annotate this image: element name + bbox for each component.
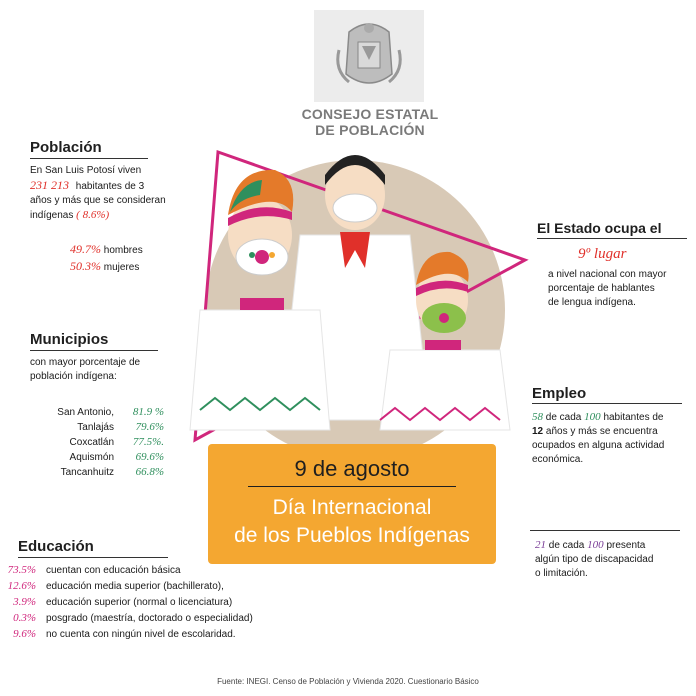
educacion-label: cuentan con educación básica [46,565,181,576]
org-name [300,106,440,138]
educacion-label: educación superior (normal o licenciatura) [46,597,233,608]
list-item [22,448,164,463]
municipio-value: 77.5%. [132,436,164,448]
event-banner [208,444,496,564]
list-item [6,562,253,578]
estado-text [548,268,666,310]
org-name-line1: CONSEJO ESTATAL [301,106,439,122]
municipio-name: San Antonio, [57,407,114,418]
empleo-t1: de cada [545,412,582,423]
discapacidad-n1: 21 [535,539,546,551]
discapacidad-n2: 100 [587,539,604,551]
municipio-name: Tanlajás [77,422,114,433]
banner-line2: de los Pueblos Indígenas [234,524,470,547]
mother-blouse [190,310,330,430]
banner-line1: Día Internacional [272,496,432,519]
municipios-desc1: con mayor porcentaje de [30,357,141,368]
educacion-value: 3.9% [13,596,36,608]
empleo-title: Empleo [532,385,587,402]
poblacion-line2: habitantes de 3 [75,181,145,192]
educacion-label: educación media superior (bachillerato), [46,581,224,592]
empleo-line3: económica. [532,454,584,465]
empleo-t3: años y más se encuentra [545,426,658,437]
municipios-title: Municipios [30,331,109,348]
empleo-underline [532,403,682,404]
mujeres-label: mujeres [103,262,140,273]
educacion-value: 0.3% [13,612,36,624]
mujeres-pct: 50.3% [70,259,101,273]
poblacion-number: 231 213 [30,178,69,192]
list-item [6,578,253,594]
discapacidad-underline [530,530,680,531]
estado-line3: de lengua indígena. [548,297,636,308]
poblacion-line1: En San Luis Potosí viven [30,165,142,176]
municipio-value: 81.9 % [132,406,164,418]
empleo-line2: ocupados en alguna actividad [532,440,665,451]
educacion-underline [18,557,168,558]
list-item [6,594,253,610]
municipios-desc2: población indígena: [30,371,117,382]
empleo-n3: 12 [532,426,544,437]
estado-line2: porcentaje de hablantes [548,283,655,294]
poblacion-pct: ( 8.6%) [76,209,110,221]
discapacidad-line2: algún tipo de discapacidad [535,554,654,565]
discapacidad-line3: o limitación. [535,568,588,579]
coat-of-arms-logo [314,10,424,102]
educacion-value: 9.6% [13,628,36,640]
list-item [6,626,253,642]
educacion-value: 12.6% [7,580,36,592]
hombres-label: hombres [103,245,143,256]
empleo-n1: 58 [532,411,543,423]
municipio-name: Coxcatlán [69,437,114,448]
municipio-value: 66.8% [135,466,164,478]
org-name-line2: DE POBLACIÓN [315,122,425,138]
list-item [22,463,164,478]
poblacion-underline [30,158,148,159]
empleo-n2: 100 [584,411,601,423]
municipio-name: Aquismón [69,452,114,463]
poblacion-line3: años y más que se consideran [30,195,166,206]
estado-rank: 9º lugar [578,246,627,262]
discapacidad-text [535,538,653,581]
municipio-value: 79.6% [135,421,164,433]
municipios-underline [30,350,158,351]
municipios-list [22,403,164,478]
banner-date: 9 de agosto [294,456,410,481]
municipios-desc [30,356,140,384]
educacion-label: no cuenta con ningún nivel de escolaridad. [46,629,236,640]
source-footer: Fuente: INEGI. Censo de Población y Vivienda 2020. Cuestionario Básico [217,677,479,686]
child-blouse [380,350,510,430]
father-mask [333,194,377,222]
educacion-list [6,562,253,642]
list-item [22,433,164,448]
list-item [22,403,164,418]
discapacidad-t2: presenta [606,540,646,551]
educacion-label: posgrado (maestría, doctorado o especialidad) [46,613,253,624]
empleo-t2: habitantes de [603,412,664,423]
gender-breakdown [70,242,143,275]
poblacion-title: Población [30,139,102,156]
empleo-text [532,410,696,467]
educacion-title: Educación [18,538,94,555]
poblacion-line4: indígenas [30,210,74,221]
estado-line1: a nivel nacional con mayor [548,269,667,280]
estado-title: El Estado ocupa el [537,220,662,236]
list-item [22,418,164,433]
hombres-pct: 49.7% [70,242,101,256]
discapacidad-t1: de cada [548,540,585,551]
municipio-name: Tancanhuitz [60,467,114,478]
list-item [6,610,253,626]
estado-underline [537,238,687,239]
municipio-value: 69.6% [135,451,164,463]
educacion-value: 73.5% [7,564,36,576]
